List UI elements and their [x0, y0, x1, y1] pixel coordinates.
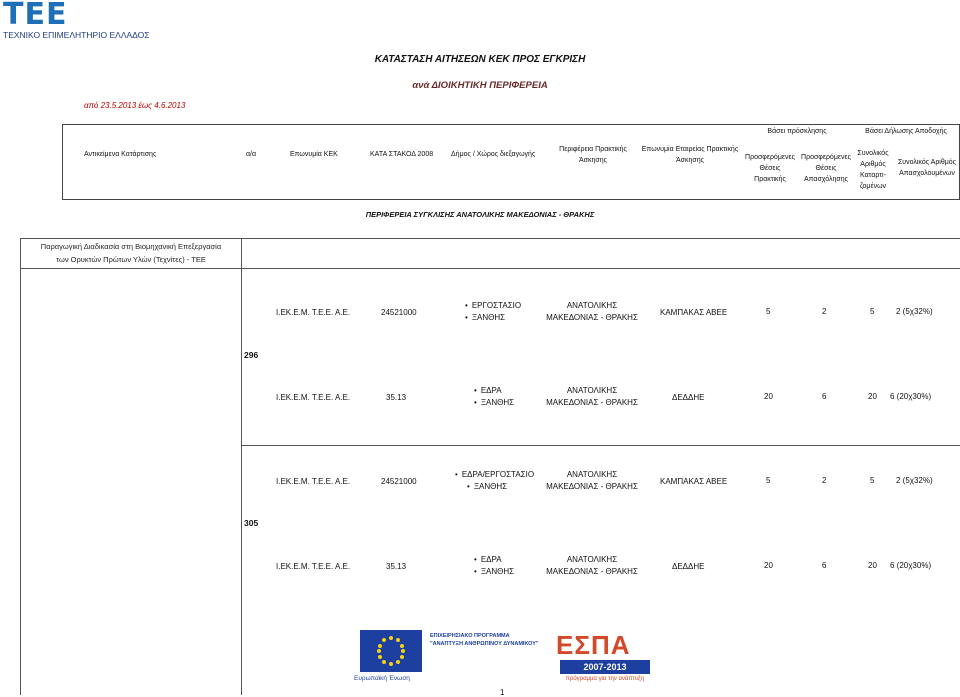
tee-logo: TEE	[3, 0, 68, 32]
group-declaration: Βάσει Δήλωσης Αποδοχής	[865, 128, 947, 135]
cell-employed: 2 (5χ32%)	[896, 476, 933, 485]
cell-practice: 5	[766, 307, 771, 316]
header-object: Αντικείμενα Κατάρτισης	[84, 151, 157, 158]
page-title: ΚΑΤΑΣΤΑΣΗ ΑΙΤΗΣΕΩΝ ΚΕΚ ΠΡΟΣ ΕΓΚΡΙΣΗ	[374, 54, 586, 65]
cell-employed: 6 (20χ30%)	[890, 392, 932, 401]
cell-trainees: 5	[870, 307, 875, 316]
region-title: ΠΕΡΙΦΕΡΕΙΑ ΣΥΓΚΛΙΣΗΣ ΑΝΑΤΟΛΙΚΗΣ ΜΑΚΕΔΟΝΙΑΣ - ΘΡΑΚΗΣ	[365, 210, 595, 219]
header-aa: α/α	[246, 151, 257, 158]
header-total-trainees: Συνολικός Αριθμός Καταρτι- ζομένων	[857, 150, 889, 190]
cell-employment: 6	[822, 392, 827, 401]
table-rule	[242, 445, 960, 446]
cell-stakod: 35.13	[386, 562, 407, 571]
cell-practice: 20	[764, 561, 773, 570]
cell-region: ΑΝΑΤΟΛΙΚΗΣ ΜΑΚΕΔΟΝΙΑΣ - ΘΡΑΚΗΣ	[546, 301, 638, 322]
specialty-box	[20, 238, 242, 695]
espa-tagline: πρόγραμμα για την ανάπτυξη	[565, 676, 645, 682]
cell-kek: Ι.ΕΚ.Ε.Μ. Τ.Ε.Ε. Α.Ε.	[276, 477, 351, 486]
header-stakod: ΚΑΤΑ ΣΤΑΚΟΔ 2008	[370, 151, 434, 158]
cell-place: • ΕΔΡΑ • ΞΑΝΘΗΣ	[474, 554, 544, 578]
cell-employed: 2 (5χ32%)	[896, 307, 933, 316]
eu-label: Ευρωπαϊκή Ένωση	[354, 675, 410, 682]
cell-stakod: 24521000	[381, 477, 417, 486]
header-dimos: Δήμος / Χώρος διεξαγωγής	[451, 151, 536, 158]
espa-years: 2007-2013	[560, 660, 650, 674]
group-invite: Βάσει πρόσκλησης	[767, 128, 827, 135]
cell-region: ΑΝΑΤΟΛΙΚΗΣ ΜΑΚΕΔΟΝΙΑΣ - ΘΡΑΚΗΣ	[546, 555, 638, 576]
cell-company: ΔΕΔΔΗΕ	[672, 562, 705, 571]
cell-kek: Ι.ΕΚ.Ε.Μ. Τ.Ε.Ε. Α.Ε.	[276, 393, 351, 402]
header-kek: Επωνυμία ΚΕΚ	[290, 151, 338, 158]
header-region: Περιφέρεια Πρακτικής Άσκησης	[559, 146, 627, 164]
eu-flag-icon	[360, 630, 422, 672]
header-positions-practice: Προσφερόμενες Θέσεις Πρακτικής	[745, 154, 795, 183]
header-company: Επωνυμία Εταιρείας Πρακτικής Άσκησης	[641, 146, 739, 164]
header-total-employed: Συνολικός Αριθμός Απασχολουμένων	[897, 159, 957, 177]
cell-place: • ΕΡΓΟΣΤΑΣΙΟ • ΞΑΝΘΗΣ	[465, 300, 545, 324]
cell-region: ΑΝΑΤΟΛΙΚΗΣ ΜΑΚΕΔΟΝΙΑΣ - ΘΡΑΚΗΣ	[546, 470, 638, 491]
cell-practice: 5	[766, 476, 771, 485]
cell-employment: 2	[822, 476, 827, 485]
cell-employment: 2	[822, 307, 827, 316]
cell-company: ΚΑΜΠΑΚΑΣ ΑΒΕΕ	[660, 477, 728, 486]
cell-trainees: 20	[868, 392, 877, 401]
table-rule	[20, 238, 960, 239]
cell-place: • ΕΔΡΑ/ΕΡΓΟΣΤΑΣΙΟ • ΞΑΝΘΗΣ	[455, 469, 545, 493]
cell-kek: Ι.ΕΚ.Ε.Μ. Τ.Ε.Ε. Α.Ε.	[276, 562, 351, 571]
cell-stakod: 35.13	[386, 393, 407, 402]
table-rule	[20, 268, 960, 269]
cell-place: • ΕΔΡΑ • ΞΑΝΘΗΣ	[474, 385, 544, 409]
page-subtitle: ανά ΔΙΟΙΚΗΤΙΚΗ ΠΕΡΙΦΕΡΕΙΑ	[412, 80, 548, 91]
program-title: ΕΠΙΧΕΙΡΗΣΙΑΚΟ ΠΡΟΓΡΑΜΜΑ "ΑΝΑΠΤΥΞΗ ΑΝΘΡΩΠΙΝΟΥ ΔΥΝΑΜΙΚΟΥ"	[430, 633, 539, 647]
cell-trainees: 20	[868, 561, 877, 570]
cell-kek: Ι.ΕΚ.Ε.Μ. Τ.Ε.Ε. Α.Ε.	[276, 308, 351, 317]
logo-subtitle: ΤΕΧΝΙΚΟ ΕΠΙΜΕΛΗΤΗΡΙΟ ΕΛΛΑΔΟΣ	[3, 30, 150, 40]
cell-employment: 6	[822, 561, 827, 570]
cell-trainees: 5	[870, 476, 875, 485]
cell-region: ΑΝΑΤΟΛΙΚΗΣ ΜΑΚΕΔΟΝΙΑΣ - ΘΡΑΚΗΣ	[546, 386, 638, 407]
cell-employed: 6 (20χ30%)	[890, 561, 932, 570]
period-label: από 23.5.2013 έως 4.6.2013	[84, 101, 186, 110]
group-code: 296	[244, 350, 259, 360]
header-positions-employment: Προσφερόμενες Θέσεις Απασχόλησης	[801, 154, 851, 183]
cell-practice: 20	[764, 392, 773, 401]
specialty-name: Παραγωγική Διαδικασία στη Βιομηχανική Επεξεργασία των Ορυκτών Πρώτων Υλών (Τεχνίτες) - ΤΕΕ	[40, 242, 222, 264]
cell-stakod: 24521000	[381, 308, 417, 317]
page-number: 1	[500, 688, 505, 697]
group-code: 305	[244, 518, 259, 528]
cell-company: ΚΑΜΠΑΚΑΣ ΑΒΕΕ	[660, 308, 728, 317]
cell-company: ΔΕΔΔΗΕ	[672, 393, 705, 402]
espa-logo: ΕΣΠΑ	[556, 630, 631, 660]
